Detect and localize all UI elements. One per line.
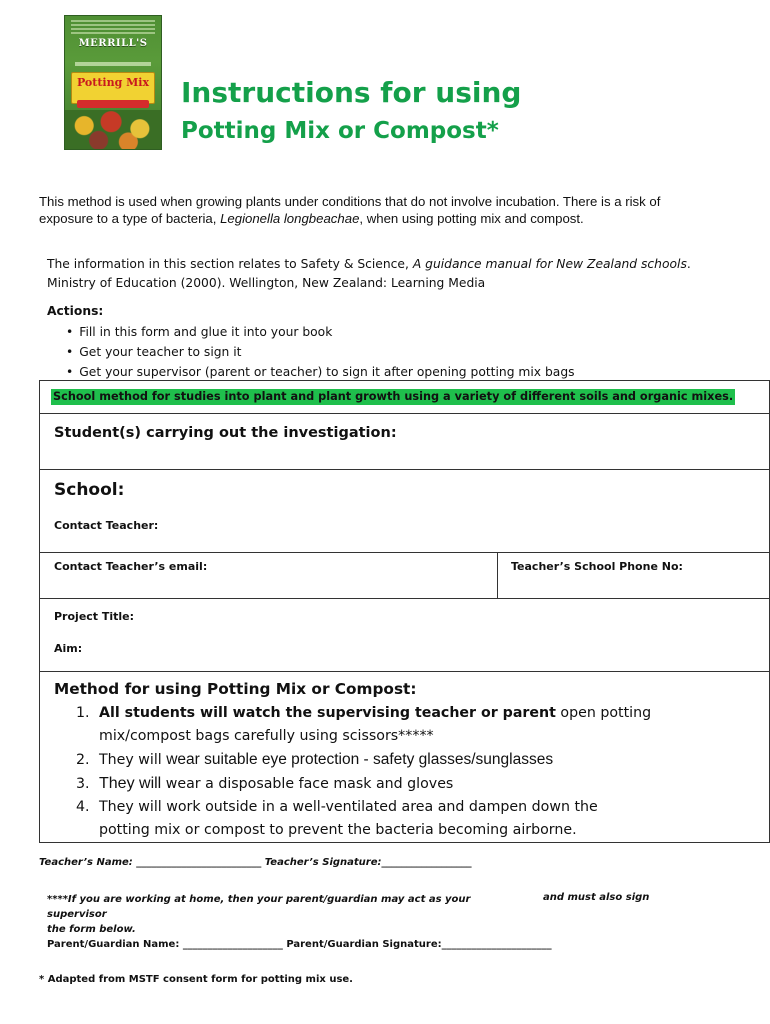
step1-bold: All students will watch the supervising teacher or parent <box>99 705 556 721</box>
parent-signature-field[interactable]: Parent/Guardian Signature:______________________ <box>286 939 552 950</box>
project-field[interactable] <box>40 599 769 672</box>
actions-heading: Actions: <box>47 304 104 318</box>
parent-signature-line[interactable] <box>47 939 552 950</box>
footnote: * Adapted from MSTF consent form for potting mix use. <box>39 974 353 985</box>
teacher-name-field[interactable]: Teacher’s Name: _________________________ <box>39 857 262 868</box>
intro-text-2: , when using potting mix and compost. <box>359 211 584 226</box>
school-method-highlight: School method for studies into plant and plant growth using a variety of different soils and organic mixes. <box>53 390 734 403</box>
method-heading: Method for using Potting Mix or Compost: <box>54 680 417 698</box>
teacher-signature-field[interactable]: Teacher’s Signature:__________________ <box>264 857 472 868</box>
method-step: 1. All students will watch the supervising teacher or parent open potting mix/compost bags carefully using scissors***** <box>76 705 652 744</box>
page-title-line2: Potting Mix or Compost* <box>181 118 499 144</box>
aim-label: Aim: <box>54 642 83 655</box>
info-paragraph <box>47 255 727 293</box>
students-label: Student(s) carrying out the investigation: <box>54 425 397 441</box>
school-field[interactable] <box>40 470 769 513</box>
school-phone-label: Teacher’s School Phone No: <box>511 560 683 573</box>
intro-paragraph <box>39 193 669 227</box>
action-item: • Get your teacher to sign it <box>66 342 575 362</box>
method-step: 2. They will wear suitable eye protection - safety glasses/sunglasses <box>76 751 554 768</box>
teacher-signature-line[interactable] <box>39 857 472 868</box>
parent-name-field[interactable]: Parent/Guardian Name: ____________________ <box>47 939 283 950</box>
home-supervisor-note: ****If you are working at home, then your parent/guardian may act as your supervisor the form below. <box>47 894 471 935</box>
info-text-1: The information in this section relates to Safety & Science, <box>47 257 413 271</box>
method-step: 3. They will wear a disposable face mask and gloves <box>76 775 454 792</box>
bag-produce-illustration <box>65 110 161 149</box>
bag-sub-banner <box>77 100 149 108</box>
method-steps <box>76 702 736 842</box>
publication-title: A guidance manual for New Zealand schools <box>412 257 687 271</box>
bag-product-name: Potting Mix <box>76 76 150 89</box>
method-step: 4. They will work outside in a well-ventilated area and dampen down the potting mix or compost to prevent the bacteria becoming airborne. <box>76 799 598 838</box>
info-text-2: . Ministry of Education (2000). Wellington, New Zealand: Learning Media <box>47 257 691 290</box>
school-label: School: <box>54 480 125 500</box>
contact-teacher-label: Contact Teacher: <box>54 519 159 532</box>
contact-email-label: Contact Teacher’s email: <box>54 560 208 573</box>
bag-top-text <box>71 20 155 34</box>
bacteria-name: Legionella longbeachae <box>220 211 360 226</box>
project-title-label: Project Title: <box>54 610 135 623</box>
students-field[interactable] <box>40 414 769 470</box>
school-method-band <box>40 381 769 414</box>
potting-mix-bag-image <box>64 15 162 150</box>
contact-email-row <box>40 553 769 599</box>
bag-brand: MERRILL'S <box>78 38 148 49</box>
bag-tagline <box>75 62 151 66</box>
action-item: • Fill in this form and glue it into your book <box>66 322 575 342</box>
action-item: • Get your supervisor (parent or teacher) to sign it after opening potting mix bags <box>66 362 575 382</box>
page-title-line1: Instructions for using <box>181 76 522 109</box>
home-supervisor-note-tail: and must also sign <box>543 892 650 903</box>
contact-teacher-field[interactable] <box>40 513 769 553</box>
field-divider <box>497 553 498 598</box>
method-section <box>40 672 769 842</box>
consent-form <box>39 380 770 843</box>
actions-list <box>66 322 575 382</box>
intro-text-1: This method is used when growing plants under conditions that do not involve incubation. There is a risk of exposure to a type of bacteria, <box>39 194 661 226</box>
